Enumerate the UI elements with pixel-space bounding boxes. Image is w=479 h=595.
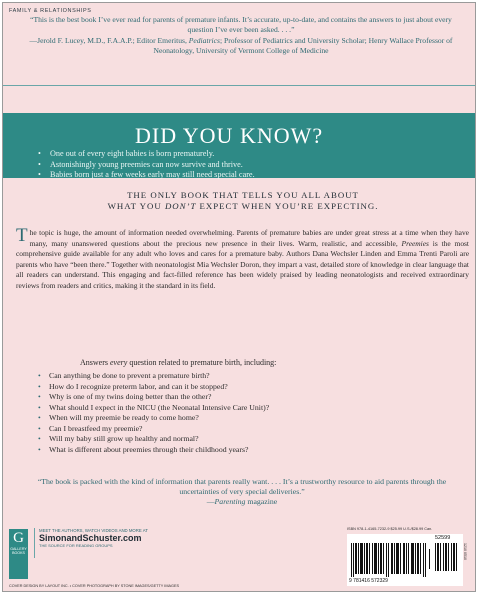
description-text-2: is the most comprehensive guide available for any adult who loves and cares for a premature baby. Authors Dana Wechsler Linden and Emma Trenti Paroli are parents who have “been there.” Together with neonatologist Mia Wechsler Doron, they impart a vast, detailed store of knowledge in clear language that all readers can understand. This engaging and fact-filled reference has been widely praised by leading neonatologists and received extraordinary reviews from readers and critics, making it the standard in its field. — [16, 238, 469, 290]
attribution-name: —Jerold F. Lucey, M.D., F.A.A.P.; Editor Emeritus, — [29, 35, 189, 45]
cover-credits: COVER DESIGN BY LAYOUT INC. • COVER PHOTOGRAPH BY STONE IMAGES/GETTY IMAGES — [9, 584, 180, 588]
promo-sub: THE SOURCE FOR READING GROUPS — [39, 543, 113, 549]
top-quote-attribution — [30, 36, 453, 55]
question-item: • When will my preemie be ready to come home? — [38, 413, 438, 424]
isbn-price-line: ISBN 978-1-4165-7232-9 $25.99 U.S./$28.99 Can. — [347, 527, 433, 531]
attribution-journal: Pediatrics — [188, 35, 220, 45]
book-title-italic: Preemies — [401, 238, 429, 248]
tagline-line-2-pre: WHAT YOU — [107, 201, 165, 212]
source-name: Parenting — [214, 497, 246, 507]
did-you-know-heading: DID YOU KNOW? — [135, 123, 324, 148]
answers-post: question related to premature birth, including: — [127, 358, 277, 367]
source-suffix: magazine — [245, 497, 278, 507]
promo-line: MEET THE AUTHORS, WATCH VIDEOS AND MORE AT — [39, 528, 148, 533]
price-code: 52599 — [435, 535, 451, 541]
tagline-line-1: THE ONLY BOOK THAT TELLS YOU ALL ABOUT — [127, 190, 359, 200]
bottom-endorsement-quote — [33, 477, 451, 508]
question-item: • What is different about preemies through their childhood years? — [38, 445, 438, 456]
source-dash: — — [206, 497, 215, 507]
answers-intro — [80, 358, 276, 367]
drop-cap: T — [16, 225, 28, 246]
description-paragraph — [16, 225, 469, 291]
barcode-number: 9 781416 572329 — [349, 578, 388, 584]
tagline-emphasis: DON’T — [164, 201, 197, 212]
bottom-quote-source — [207, 497, 278, 506]
attribution-rest: ; Professor of Pediatrics and University Scholar; Henry Wallace Professor of Neonatology, University of Vermont College of Medicine — [153, 35, 453, 55]
publisher-promo — [34, 528, 169, 558]
bottom-quote-text: “The book is packed with the kind of information that parents really want. . . . It’s a trustworthy resource to aid parents through the uncertainties of very special deliveries.” — [37, 477, 447, 497]
price-barcode-icon — [435, 543, 459, 571]
question-item: • Can I breastfeed my preemie? — [38, 424, 438, 435]
vertical-code: 1210 0510 — [463, 543, 467, 560]
answers-pre: Answers — [80, 358, 110, 367]
fact-item: • One out of every eight babies is born prematurely. — [38, 149, 458, 160]
book-back-cover — [2, 2, 476, 592]
question-item: • Why is one of my twins doing better than the other? — [38, 392, 438, 403]
barcode-panel — [347, 534, 463, 586]
question-list — [38, 371, 438, 455]
publisher-logo-label: GALLERY BOOKS — [10, 547, 27, 556]
question-item: • How do I recognize preterm labor, and can it be stopped? — [38, 382, 438, 393]
question-item: • Will my baby still grow up healthy and normal? — [38, 434, 438, 445]
tagline — [63, 190, 423, 213]
category-label: FAMILY & RELATIONSHIPS — [9, 8, 92, 14]
answers-emphasis: every — [110, 358, 128, 367]
tagline-line-2-post: EXPECT WHEN YOU’RE EXPECTING. — [196, 201, 379, 212]
question-item: • Can anything be done to prevent a premature birth? — [38, 371, 438, 382]
top-quote-text: “This is the best book I’ve ever read for parents of premature infants. It’s accurate, up-to-date, and contains the answers to just about every question I’ve ever been asked. . . .” — [30, 15, 452, 35]
description-text-1: he topic is huge, the amount of information needed overwhelming. Parents of premature babies are under great stress at a time when they have many, many unanswered questions about the precious new presence in their lives. Warm, realistic, and accessible, — [29, 228, 469, 248]
did-you-know-facts — [38, 149, 458, 181]
divider-line — [3, 85, 475, 86]
question-item: • What should I expect in the NICU (the Neonatal Intensive Care Unit)? — [38, 403, 438, 414]
publisher-website-link[interactable]: SimonandSchuster.com — [39, 533, 142, 544]
fact-item: • Babies born just a few weeks early may still need special care. — [38, 170, 458, 181]
barcode-icon — [351, 543, 431, 577]
publisher-logo — [9, 529, 28, 579]
publisher-logo-letter: G — [13, 530, 24, 546]
fact-item: • Astonishingly young preemies can now survive and thrive. — [38, 160, 458, 171]
tagline-line-2 — [108, 201, 379, 211]
top-endorsement-quote — [21, 15, 461, 56]
